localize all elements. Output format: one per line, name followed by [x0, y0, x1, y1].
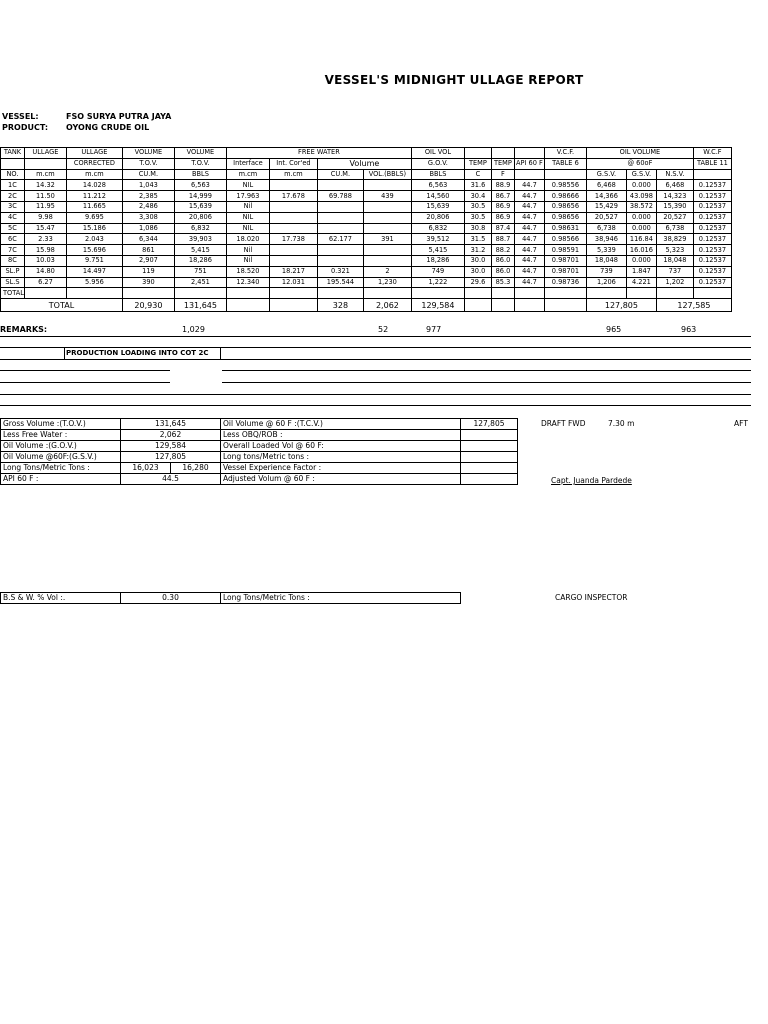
product-name: OYONG CRUDE OIL [66, 123, 150, 132]
summary-table [0, 418, 518, 485]
table-row: SL.S 6.27 5.956 390 2,451 12.340 12.031 195.544 1,230 1,222 29.6 85.3 44.7 0.98736 1,206 4.221 1,202 0.12537 [1, 277, 732, 288]
rule-line [222, 382, 751, 383]
ullage-table [0, 147, 732, 312]
remarks-label: REMARKS: [0, 325, 48, 334]
table-row: 8C 10.03 9.751 2,907 18,286 Nil 18,286 30.0 86.0 44.7 0.98701 18,048 0.000 18,048 0.12537 [1, 255, 732, 266]
remarks-value-4: 965 [606, 325, 622, 334]
bsw-row [1, 593, 461, 604]
header-row-3: NO. m.cm m.cm CU.M. BBLS m.cm m.cm CU.M. VOL.(BBLS) BBLS C F G.S.V. G.S.V. N.S.V. [1, 169, 732, 180]
rule-line [0, 336, 751, 337]
rule-line [0, 370, 170, 371]
product-label: PRODUCT: [2, 123, 49, 132]
draft-fwd-value: 7.30 m [608, 419, 635, 428]
rule-line [0, 394, 751, 395]
table-row: 5C 15.47 15.186 1,086 6,832 NIL 6,832 30.8 87.4 44.7 0.98631 6,738 0.000 6,738 0.12537 [1, 223, 732, 234]
table-row: 7C 15.98 15.696 861 5,415 Nil 5,415 31.2 88.2 44.7 0.98591 5,339 16.016 5,323 0.12537 [1, 245, 732, 256]
summary-row: Oil Volume @60F:(G.S.V.) 127,805 Long tons/Metric tons : [1, 452, 518, 463]
table-row: 2C 11.50 11.212 2,385 14,999 17.963 17.678 69.788 439 14,560 30.4 86.7 44.7 0.98666 14,366 43.098 14,323 0.12537 [1, 191, 732, 202]
remarks-value-2: 52 [378, 325, 389, 334]
rule-line [0, 359, 751, 360]
summary-row: Gross Volume :(T.O.V.) 131,645 Oil Volume @ 60 F :(T.C.V.) 127,805 [1, 419, 518, 430]
draft-fwd-label: DRAFT FWD [541, 419, 586, 428]
total-label-row: TOTAL [1, 288, 732, 299]
bsw-longtons-label: Long Tons/Metric Tons : [221, 593, 461, 604]
table-row: 3C 11.95 11.665 2,486 15,639 Nil 15,639 30.5 86.9 44.7 0.98656 15,429 38.572 15,390 0.12537 [1, 201, 732, 212]
report-title: VESSEL'S MIDNIGHT ULLAGE REPORT [324, 73, 584, 87]
rule-line [0, 405, 751, 406]
rule-line [222, 370, 751, 371]
summary-row: API 60 F : 44.5 Adjusted Volum @ 60 F : [1, 474, 518, 485]
rule-line [0, 382, 170, 383]
totals-row: TOTAL 20,930 131,645 328 2,062 129,584 127,805 127,585 [1, 299, 732, 312]
vessel-name: FSO SURYA PUTRA JAYA [66, 112, 172, 121]
summary-row: Long Tons/Metric Tons : 16,023 16,280 Vessel Experience Factor : [1, 463, 518, 474]
table-row: 6C 2.33 2.043 6,344 39,903 18.020 17.738 62.177 391 39,512 31.5 88.7 44.7 0.98566 38,946 116.84 38,829 0.12537 [1, 234, 732, 245]
table-row: 1C 14.32 14.028 1,043 6,563 NIL 6,563 31.6 88.9 44.7 0.98556 6,468 0.000 6,468 0.12537 [1, 180, 732, 191]
table-row: SL.P 14.80 14.497 119 751 18.520 18.217 0.321 2 749 30.0 86.0 44.7 0.98701 739 1.847 737 0.12537 [1, 266, 732, 277]
bsw-table [0, 592, 461, 604]
summary-row: Less Free Water : 2,062 Less OBQ/ROB : [1, 430, 518, 441]
cargo-inspector: CARGO INSPECTOR [555, 593, 628, 602]
bsw-value: 0.30 [121, 593, 221, 604]
table-row: 4C 9.98 9.695 3,308 20,806 NIL 20,806 30.5 86.9 44.7 0.98656 20,527 0.000 20,527 0.12537 [1, 212, 732, 223]
remarks-value-5: 963 [681, 325, 697, 334]
rule-line [220, 347, 221, 359]
remarks-value-3: 977 [426, 325, 442, 334]
draft-aft-label: AFT [734, 419, 748, 428]
remarks-value-1: 1,029 [182, 325, 205, 334]
header-row-1: TANK ULLAGE ULLAGE VOLUME VOLUME FREE WATER OIL VOL V.C.F. OIL VOLUME W.C.F [1, 148, 732, 159]
captain-signature: Capt. Juanda Pardede [551, 476, 632, 485]
header-row-2: CORRECTED T.O.V. T.O.V. Interface Int. Cor'ed Volume G.O.V. TEMP TEMP API 60 F TABLE 6 @ 60oF TABLE 11 [1, 158, 732, 169]
summary-row: Oil Volume :(G.O.V.) 129,584 Overall Loaded Vol @ 60 F: [1, 441, 518, 452]
production-note: PRODUCTION LOADING INTO COT 2C [66, 349, 209, 357]
vessel-label: VESSEL: [2, 112, 39, 121]
bsw-label: B.S & W. % Vol :. [1, 593, 121, 604]
rule-line [0, 347, 751, 348]
rule-line [64, 347, 65, 359]
